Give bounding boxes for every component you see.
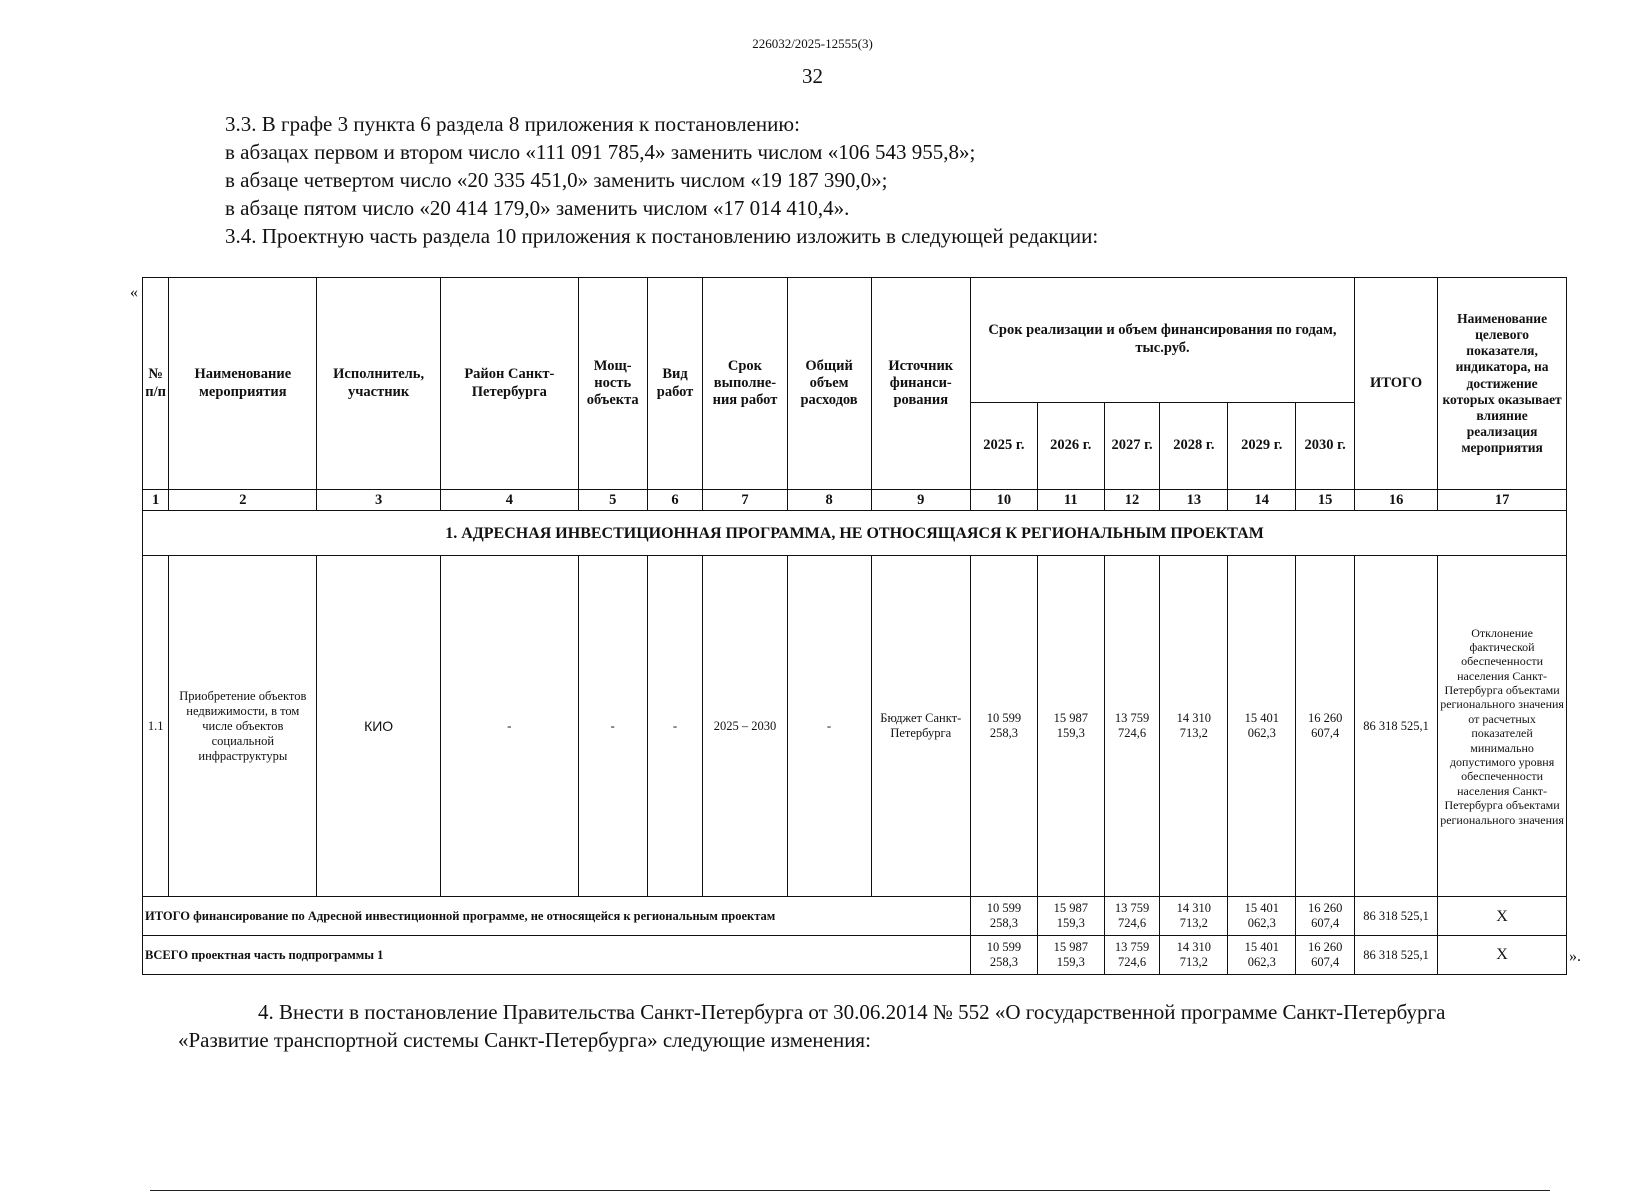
row-value-2027: 13 759 724,6 <box>1104 556 1160 897</box>
section-title: 1. АДРЕСНАЯ ИНВЕСТИЦИОННАЯ ПРОГРАММА, НЕ ОТНОСЯЩАЯСЯ К РЕГИОНАЛЬНЫМ ПРОЕКТАМ <box>143 511 1567 556</box>
total-value-2030: 16 260 607,4 <box>1296 897 1355 936</box>
column-number: 16 <box>1355 490 1438 511</box>
header-year: 2030 г. <box>1296 402 1355 490</box>
header-year: 2029 г. <box>1228 402 1296 490</box>
column-number: 13 <box>1160 490 1228 511</box>
header-work-type: Вид работ <box>647 278 703 490</box>
paragraph-line: в абзаце пятом число «20 414 179,0» заменить числом «17 014 410,4». <box>225 196 850 220</box>
financing-table <box>142 277 1567 975</box>
total-value-2027: 13 759 724,6 <box>1104 897 1160 936</box>
total-value-2026: 15 987 159,3 <box>1037 897 1104 936</box>
column-number: 12 <box>1104 490 1160 511</box>
header-year: 2025 г. <box>970 402 1037 490</box>
paragraph-4: 4. Внести в постановление Правительства Санкт-Петербурга от 30.06.2014 № 552 «О государственной программе Санкт-Петербурга <box>258 1000 1446 1024</box>
header-period: Срок выполне-ния работ <box>703 278 787 490</box>
paragraph-4-continued: «Развитие транспортной системы Санкт-Петербурга» следующие изменения: <box>178 1028 871 1052</box>
header-capacity: Мощ-ность объекта <box>578 278 647 490</box>
header-years-group: Срок реализации и объем финансирования по годам, тыс.руб. <box>970 278 1354 403</box>
grand-itogo: 86 318 525,1 <box>1355 936 1438 975</box>
row-value-2026: 15 987 159,3 <box>1037 556 1104 897</box>
grand-value-2029: 15 401 062,3 <box>1228 936 1296 975</box>
column-number: 9 <box>871 490 970 511</box>
row-value-2028: 14 310 713,2 <box>1160 556 1228 897</box>
paragraph-line: в абзаце четвертом число «20 335 451,0» заменить числом «19 187 390,0»; <box>225 168 888 192</box>
quote-close: ». <box>1569 948 1581 965</box>
page-bottom-rule <box>150 1190 1550 1191</box>
column-number: 14 <box>1228 490 1296 511</box>
total-value-2029: 15 401 062,3 <box>1228 897 1296 936</box>
grand-value-2026: 15 987 159,3 <box>1037 936 1104 975</box>
row-source: Бюджет Санкт-Петербурга <box>871 556 970 897</box>
row-period: 2025 – 2030 <box>703 556 787 897</box>
column-number: 1 <box>143 490 169 511</box>
column-number: 17 <box>1438 490 1567 511</box>
column-number: 5 <box>578 490 647 511</box>
row-value-2025: 10 599 258,3 <box>970 556 1037 897</box>
paragraph-3-3: 3.3. В графе 3 пункта 6 раздела 8 приложения к постановлению: <box>225 112 800 136</box>
header-district: Район Санкт-Петербурга <box>440 278 578 490</box>
row-num: 1.1 <box>143 556 169 897</box>
grand-value-2028: 14 310 713,2 <box>1160 936 1228 975</box>
row-capacity: - <box>578 556 647 897</box>
column-number: 11 <box>1037 490 1104 511</box>
page-number: 32 <box>802 64 823 88</box>
quote-open: « <box>130 284 138 301</box>
header-year: 2026 г. <box>1037 402 1104 490</box>
paragraph-line: в абзацах первом и втором число «111 091 785,4» заменить числом «106 543 955,8»; <box>225 140 976 164</box>
total-value-2028: 14 310 713,2 <box>1160 897 1228 936</box>
row-indicator: Отклонение фактической обеспеченности населения Санкт-Петербурга объектами регионального значения от расчетных показателей минимально допустимого уровня обеспеченности населения Санкт-Петербурга объектами регионального значения <box>1438 556 1567 897</box>
header-total-cost: Общий объем расходов <box>787 278 871 490</box>
header-year: 2027 г. <box>1104 402 1160 490</box>
row-value-2030: 16 260 607,4 <box>1296 556 1355 897</box>
column-number: 15 <box>1296 490 1355 511</box>
row-value-2029: 15 401 062,3 <box>1228 556 1296 897</box>
header-source: Источник финанси-рования <box>871 278 970 490</box>
column-number: 7 <box>703 490 787 511</box>
total-mark: Х <box>1438 897 1567 936</box>
column-number: 4 <box>440 490 578 511</box>
total-row-label: ИТОГО финансирование по Адресной инвестиционной программе, не относящейся к региональным проектам <box>143 897 971 936</box>
document-id: 226032/2025-12555(3) <box>752 36 873 51</box>
column-number: 10 <box>970 490 1037 511</box>
row-work-type: - <box>647 556 703 897</box>
row-executor: КИО <box>317 556 441 897</box>
row-name: Приобретение объектов недвижимости, в том числе объектов социальной инфраструктуры <box>169 556 317 897</box>
grand-value-2025: 10 599 258,3 <box>970 936 1037 975</box>
row-total-cost: - <box>787 556 871 897</box>
header-executor: Исполнитель, участник <box>317 278 441 490</box>
header-itogo: ИТОГО <box>1355 278 1438 490</box>
header-indicator: Наименование целевого показателя, индикатора, на достижение которых оказывает влияние реализация мероприятия <box>1438 278 1567 490</box>
grand-value-2027: 13 759 724,6 <box>1104 936 1160 975</box>
row-itogo: 86 318 525,1 <box>1355 556 1438 897</box>
header-num: № п/п <box>143 278 169 490</box>
paragraph-3-4: 3.4. Проектную часть раздела 10 приложения к постановлению изложить в следующей редакции: <box>225 224 1099 248</box>
header-name: Наименование мероприятия <box>169 278 317 490</box>
total-itogo: 86 318 525,1 <box>1355 897 1438 936</box>
header-year: 2028 г. <box>1160 402 1228 490</box>
column-number: 8 <box>787 490 871 511</box>
grand-mark: Х <box>1438 936 1567 975</box>
total-value-2025: 10 599 258,3 <box>970 897 1037 936</box>
column-number: 2 <box>169 490 317 511</box>
grand-value-2030: 16 260 607,4 <box>1296 936 1355 975</box>
column-number: 6 <box>647 490 703 511</box>
grand-row-label: ВСЕГО проектная часть подпрограммы 1 <box>143 936 971 975</box>
row-district: - <box>440 556 578 897</box>
column-number: 3 <box>317 490 441 511</box>
